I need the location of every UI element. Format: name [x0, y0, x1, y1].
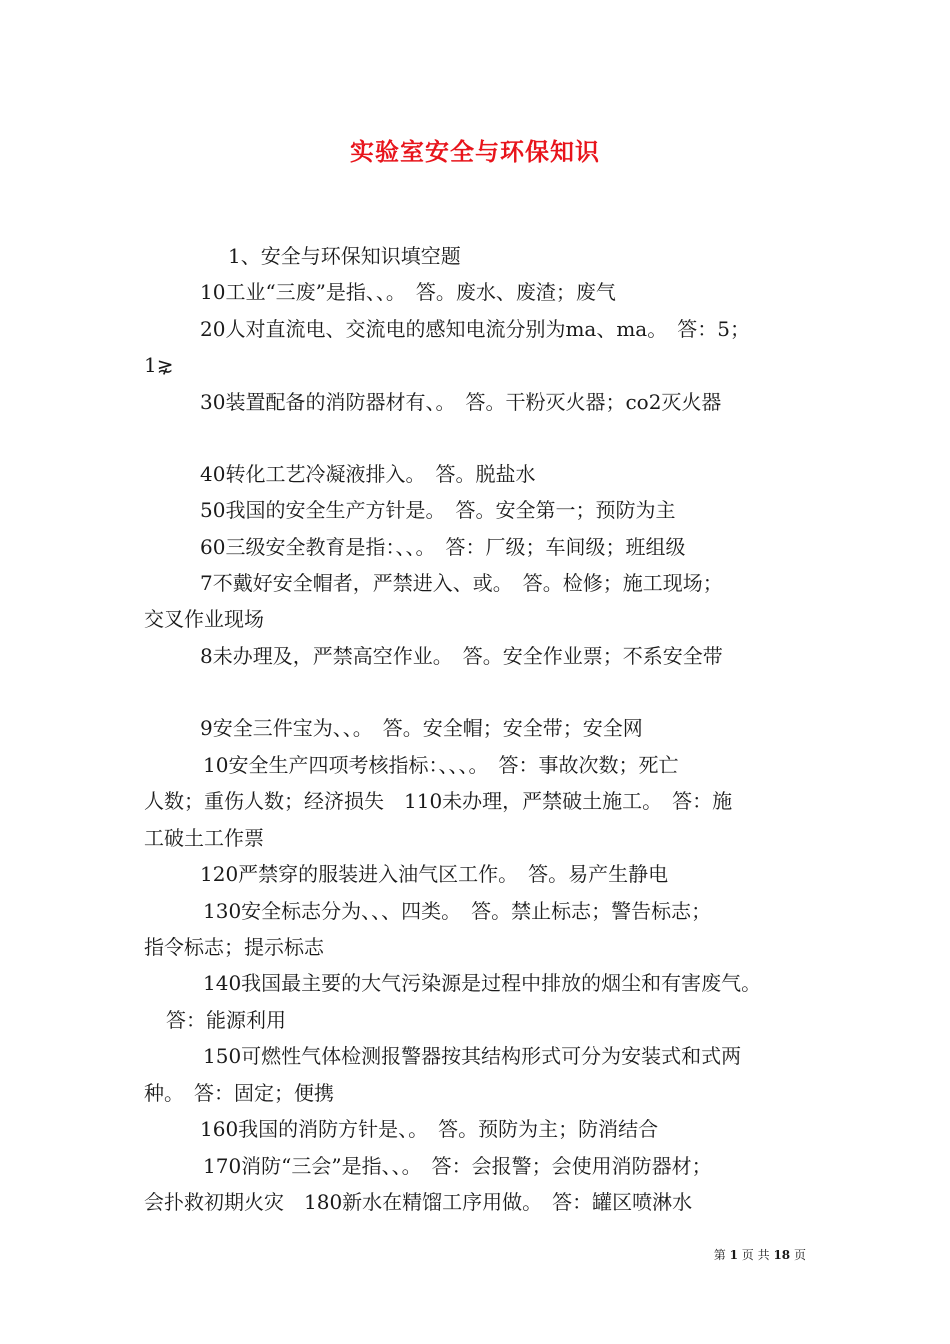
question-line: 8未办理及，严禁高空作业。 答。安全作业票；不系安全带 — [200, 644, 723, 668]
question-line-continued: 答：能源利用 — [166, 1008, 286, 1032]
question-line: 60三级安全教育是指：、、。 答：厂级；车间级；班组级 — [200, 535, 686, 559]
question-line: 140我国最主要的大气污染源是过程中排放的烟尘和有害废气。 — [203, 971, 762, 995]
question-line: 40转化工艺冷凝液排入。 答。脱盐水 — [200, 462, 536, 486]
question-line: 170消防“三会”是指、、。 答：会报警；会使用消防器材； — [203, 1154, 712, 1178]
footer-prefix: 第 — [713, 1248, 726, 1262]
question-line: 7不戴好安全帽者，严禁进入、或。 答。检修；施工现场； — [200, 571, 723, 595]
question-line-continued: 会扑救初期火灾 180新水在精馏工序用做。 答：罐区喷淋水 — [144, 1190, 693, 1214]
footer-suffix: 页 — [793, 1248, 806, 1262]
question-line: 9安全三件宝为、、。 答。安全帽；安全带；安全网 — [200, 716, 643, 740]
question-line-continued: 种。 答：固定；便携 — [144, 1081, 334, 1105]
question-line-continued: 交叉作业现场 — [144, 607, 264, 631]
question-line: 160我国的消防方针是、。 答。预防为主；防消结合 — [200, 1117, 659, 1141]
section-heading: 1、安全与环保知识填空题 — [228, 244, 461, 268]
question-line: 30装置配备的消防器材有、。 答。干粉灭火器；co2灭火器 — [200, 390, 722, 414]
document-title: 实验室安全与环保知识 — [350, 138, 600, 166]
question-line: 150可燃性气体检测报警器按其结构形式可分为安装式和式两 — [203, 1044, 742, 1068]
page-footer — [714, 1246, 806, 1263]
question-line: 20人对直流电、交流电的感知电流分别为ma、ma。 答：5； — [200, 317, 750, 341]
total-pages-number: 18 — [773, 1248, 791, 1262]
current-page-number: 1 — [729, 1248, 738, 1262]
question-line-continued: 1⋧ — [144, 353, 174, 377]
question-line: 10工业“三废”是指、、。 答。废水、废渣；废气 — [200, 280, 616, 304]
question-line-continued: 人数；重伤人数；经济损失 110未办理，严禁破土施工。 答：施 — [144, 789, 733, 813]
question-line: 120严禁穿的服装进入油气区工作。 答。易产生静电 — [200, 862, 669, 886]
footer-middle: 页 共 — [741, 1248, 770, 1262]
question-line: 10安全生产四项考核指标：、、、。 答：事故次数；死亡 — [203, 753, 679, 777]
question-line: 50我国的安全生产方针是。 答。安全第一；预防为主 — [200, 498, 676, 522]
question-line-continued: 指令标志；提示标志 — [144, 935, 324, 959]
question-line: 130安全标志分为、、、四类。 答。禁止标志；警告标志； — [203, 899, 712, 923]
question-line-continued: 工破土工作票 — [144, 826, 264, 850]
